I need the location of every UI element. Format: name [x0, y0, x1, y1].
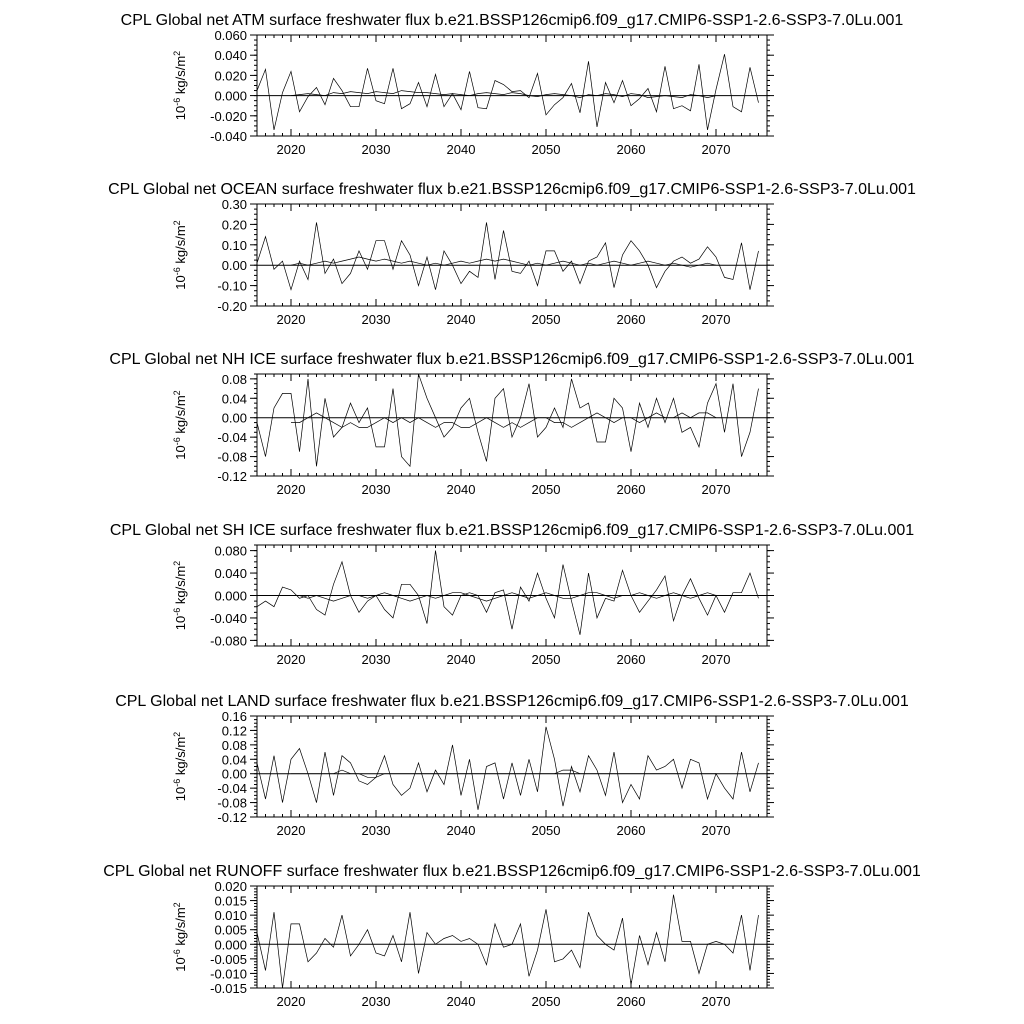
- y-axis-label-units: kg/s/m: [173, 907, 188, 950]
- y-axis-label-superscript: 2: [172, 902, 182, 908]
- y-tick-label: -0.010: [210, 966, 247, 982]
- chart-panel: [108, 181, 916, 327]
- y-tick-label: 0.005: [214, 922, 247, 938]
- x-tick-label: 2050: [531, 142, 561, 157]
- y-tick-label: -0.20: [217, 299, 247, 314]
- x-tick-label: 2030: [361, 823, 391, 838]
- y-tick-label: 0.20: [221, 217, 247, 233]
- y-axis-label-base: 10: [173, 105, 188, 121]
- x-tick-label: 2070: [701, 312, 731, 327]
- y-axis-label-superscript: 2: [172, 560, 182, 566]
- x-tick-label: 2020: [276, 652, 306, 667]
- x-tick-label: 2070: [701, 823, 731, 838]
- series-line: [257, 54, 759, 130]
- y-axis-label: [172, 51, 188, 120]
- y-tick-label: 0.08: [221, 737, 247, 753]
- y-tick-label: -0.12: [217, 810, 247, 825]
- x-tick-label: 2060: [616, 994, 646, 1009]
- y-tick-label: -0.10: [217, 278, 247, 294]
- series-line: [257, 895, 759, 988]
- x-tick-label: 2050: [531, 823, 561, 838]
- y-axis-label-superscript: 2: [172, 390, 182, 396]
- x-tick-label: 2050: [531, 652, 561, 667]
- y-axis-label-base: 10: [173, 275, 188, 290]
- x-tick-label: 2060: [616, 482, 646, 497]
- y-tick-label: 0.020: [214, 68, 247, 84]
- chart-panel: [110, 522, 914, 667]
- x-tick-label: 2060: [616, 142, 646, 157]
- y-axis-label-exponent: -6: [172, 437, 182, 446]
- y-axis-label-units: kg/s/m: [173, 225, 188, 268]
- y-tick-label: 0.000: [214, 937, 247, 953]
- x-tick-label: 2030: [361, 994, 391, 1009]
- series-line: [291, 91, 716, 98]
- series-line: [257, 374, 759, 466]
- y-tick-label: 0.020: [214, 879, 247, 894]
- y-axis-label: [172, 902, 188, 971]
- x-tick-label: 2050: [531, 994, 561, 1009]
- x-tick-label: 2030: [361, 482, 391, 497]
- y-tick-label: 0.04: [221, 752, 247, 768]
- chart-title: CPL Global net OCEAN surface freshwater flux b.e21.BSSP126cmip6.f09_g17.CMIP6-SSP1-2.6-SSP3-7.0Lu.001: [108, 181, 916, 198]
- y-tick-label: 0.000: [214, 588, 247, 604]
- y-tick-label: -0.08: [217, 795, 247, 811]
- chart-panel: [109, 351, 914, 497]
- y-tick-label: 0.000: [214, 88, 247, 104]
- y-axis-label-superscript: 2: [172, 50, 182, 56]
- y-tick-label: 0.015: [214, 893, 247, 909]
- y-tick-label: -0.08: [217, 449, 247, 465]
- y-tick-label: 0.08: [221, 371, 247, 387]
- series-line: [291, 413, 716, 428]
- x-tick-label: 2020: [276, 142, 306, 157]
- y-tick-label: 0.04: [221, 391, 247, 407]
- y-tick-label: -0.04: [217, 781, 247, 797]
- y-axis-label-units: kg/s/m: [173, 55, 188, 98]
- y-axis-label-units: kg/s/m: [173, 565, 188, 608]
- y-axis-label-exponent: -6: [172, 607, 182, 616]
- y-tick-label: -0.12: [217, 469, 247, 484]
- x-tick-label: 2020: [276, 482, 306, 497]
- y-tick-label: 0.040: [214, 48, 247, 64]
- x-tick-label: 2040: [446, 652, 476, 667]
- chart-title: CPL Global net LAND surface freshwater flux b.e21.BSSP126cmip6.f09_g17.CMIP6-SSP1-2.6-SSP3-7.0Lu.001: [115, 693, 909, 710]
- series-line: [257, 551, 759, 635]
- y-tick-label: 0.00: [221, 258, 247, 274]
- y-axis-label-base: 10: [173, 445, 188, 460]
- y-tick-label: 0.060: [214, 28, 247, 43]
- x-tick-label: 2040: [446, 482, 476, 497]
- y-tick-label: 0.12: [221, 723, 247, 739]
- plot-frame: [257, 886, 767, 988]
- x-tick-label: 2020: [276, 312, 306, 327]
- chart-panel: [121, 12, 904, 157]
- y-axis-label-units: kg/s/m: [173, 736, 188, 779]
- y-tick-label: 0.010: [214, 908, 247, 924]
- y-tick-label: 0.080: [214, 543, 247, 559]
- y-tick-label: -0.005: [210, 951, 247, 967]
- plot-frame: [257, 35, 767, 136]
- y-axis-label: [172, 220, 188, 289]
- y-axis-label-units: kg/s/m: [173, 395, 188, 438]
- x-tick-label: 2040: [446, 312, 476, 327]
- x-tick-label: 2070: [701, 652, 731, 667]
- plot-frame: [257, 374, 767, 476]
- y-axis-label-exponent: -6: [172, 267, 182, 276]
- chart-title: CPL Global net ATM surface freshwater flux b.e21.BSSP126cmip6.f09_g17.CMIP6-SSP1-2.6-SSP3-7.0Lu.001: [120, 12, 904, 29]
- y-axis-label-exponent: -6: [172, 97, 182, 106]
- y-axis-label-superscript: 2: [172, 731, 182, 737]
- x-tick-label: 2070: [701, 994, 731, 1009]
- y-tick-label: -0.015: [210, 981, 247, 996]
- plot-frame: [257, 204, 767, 306]
- y-axis-label: [172, 732, 188, 801]
- plot-frame: [257, 716, 767, 817]
- x-tick-label: 2040: [446, 142, 476, 157]
- x-tick-label: 2020: [276, 823, 306, 838]
- x-tick-label: 2050: [531, 312, 561, 327]
- y-axis-label: [172, 390, 188, 459]
- x-tick-label: 2030: [361, 312, 391, 327]
- x-tick-label: 2040: [446, 823, 476, 838]
- y-tick-label: 0.00: [221, 410, 247, 426]
- y-tick-label: -0.080: [210, 633, 247, 649]
- x-tick-label: 2070: [701, 142, 731, 157]
- x-tick-label: 2060: [616, 652, 646, 667]
- x-tick-label: 2050: [531, 482, 561, 497]
- y-axis-label-exponent: -6: [172, 778, 182, 787]
- x-tick-label: 2040: [446, 994, 476, 1009]
- y-tick-label: 0.10: [221, 237, 247, 253]
- chart-title: CPL Global net RUNOFF surface freshwater flux b.e21.BSSP126cmip6.f09_g17.CMIP6-SSP1-2.6-SSP3-7.0Lu.001: [103, 863, 921, 880]
- x-tick-label: 2020: [276, 994, 306, 1009]
- y-tick-label: -0.040: [210, 129, 247, 144]
- chart-panel: [103, 863, 921, 1009]
- y-tick-label: -0.020: [210, 108, 247, 124]
- series-line: [291, 593, 716, 601]
- y-tick-label: -0.040: [210, 610, 247, 626]
- y-axis-label-superscript: 2: [172, 220, 182, 226]
- y-tick-label: -0.04: [217, 430, 247, 446]
- y-axis-label-exponent: -6: [172, 949, 182, 958]
- y-tick-label: 0.040: [214, 566, 247, 582]
- series-line: [257, 222, 759, 289]
- series-line: [257, 727, 759, 810]
- y-axis-label-base: 10: [173, 957, 188, 972]
- x-tick-label: 2060: [616, 312, 646, 327]
- x-tick-label: 2070: [701, 482, 731, 497]
- y-axis-label: [172, 561, 188, 630]
- y-axis-label-base: 10: [173, 786, 188, 802]
- y-axis-label-base: 10: [173, 615, 188, 631]
- x-tick-label: 2030: [361, 652, 391, 667]
- y-tick-label: 0.00: [221, 766, 247, 782]
- chart-panel: [115, 693, 909, 838]
- y-tick-label: 0.30: [221, 197, 247, 212]
- chart-title: CPL Global net NH ICE surface freshwater flux b.e21.BSSP126cmip6.f09_g17.CMIP6-SSP1-2.6-SSP3-7.0Lu.001: [109, 351, 915, 368]
- chart-title: CPL Global net SH ICE surface freshwater flux b.e21.BSSP126cmip6.f09_g17.CMIP6-SSP1-2.6-SSP3-7.0Lu.001: [109, 522, 915, 539]
- x-tick-label: 2030: [361, 142, 391, 157]
- x-tick-label: 2060: [616, 823, 646, 838]
- y-tick-label: 0.16: [221, 709, 247, 724]
